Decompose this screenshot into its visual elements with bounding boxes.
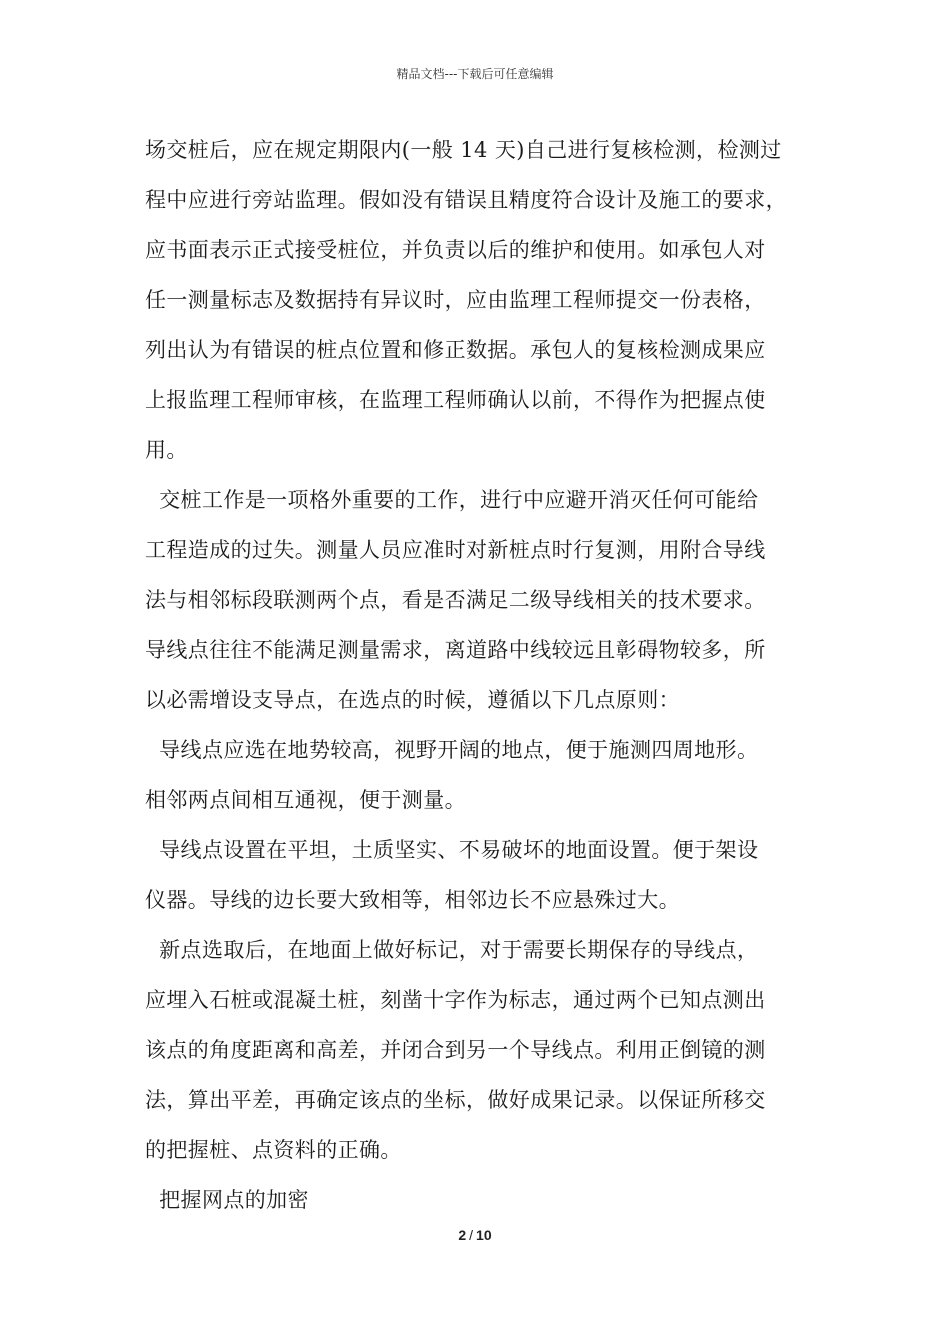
page-number (0, 1226, 950, 1244)
text-line: 法与相邻标段联测两个点，看是否满足二级导线相关的技术要求。 (145, 588, 766, 612)
text-line: 场交桩后，应在规定期限内(一般 14 天)自己进行复核检测，检测过 (145, 138, 782, 162)
text-line: 用。 (145, 438, 188, 462)
text-line: 工程造成的过失。测量人员应准时对新桩点时行复测，用附合导线 (145, 538, 766, 562)
text-line: 上报监理工程师审核，在监理工程师确认以前，不得作为把握点使 (145, 388, 766, 412)
text-line: 列出认为有错误的桩点位置和修正数据。承包人的复核检测成果应 (145, 338, 766, 362)
page-header: 精品文档---下载后可任意编辑 (396, 67, 554, 81)
text-line: 法，算出平差，再确定该点的坐标，做好成果记录。以保证所移交 (145, 1088, 766, 1112)
text-line: 程中应进行旁站监理。假如没有错误且精度符合设计及施工的要求， (145, 188, 787, 212)
text-line: 新点选取后，在地面上做好标记，对于需要长期保存的导线点， (145, 938, 759, 962)
text-line: 任一测量标志及数据持有异议时，应由监理工程师提交一份表格， (145, 288, 766, 312)
text-line: 仪器。导线的边长要大致相等，相邻边长不应悬殊过大。 (145, 888, 680, 912)
document-body (145, 125, 815, 1225)
text-line: 应书面表示正式接受桩位，并负责以后的维护和使用。如承包人对 (145, 238, 766, 262)
page-separator: / (469, 1227, 474, 1243)
text-line: 该点的角度距离和高差，并闭合到另一个导线点。利用正倒镜的测 (145, 1038, 766, 1062)
text-line: 相邻两点间相互通视，便于测量。 (145, 788, 466, 812)
text-line: 导线点往往不能满足测量需求，离道路中线较远且彰碍物较多，所 (145, 638, 766, 662)
text-line: 以必需增设支导点，在选点的时候，遵循以下几点原则： (145, 688, 680, 712)
text-line: 的把握桩、点资料的正确。 (145, 1138, 402, 1162)
text-line: 应埋入石桩或混凝土桩，刻凿十字作为标志，通过两个已知点测出 (145, 988, 766, 1012)
text-line: 导线点设置在平坦，土质坚实、不易破坏的地面设置。便于架设 (145, 838, 759, 862)
text-line: 交桩工作是一项格外重要的工作，进行中应避开消灭任何可能给 (145, 488, 759, 512)
text-line: 导线点应选在地势较高，视野开阔的地点，便于施测四周地形。 (145, 738, 759, 762)
total-pages: 10 (476, 1227, 492, 1243)
current-page: 2 (458, 1227, 467, 1243)
section-heading: 把握网点的加密 (145, 1188, 309, 1212)
